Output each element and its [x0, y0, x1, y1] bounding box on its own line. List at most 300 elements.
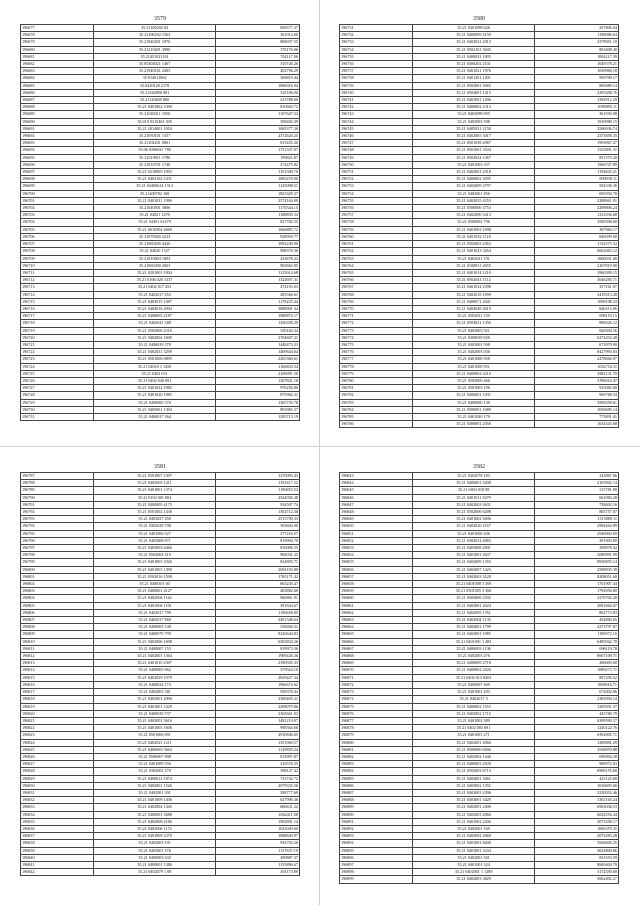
- serial-number-cell: 35.21 0401001 2637: [413, 552, 535, 559]
- record-id-cell: 196899: [340, 876, 413, 883]
- record-id-cell: 196776: [340, 349, 413, 356]
- serial-number-cell: 35.21 0400012 1874: [94, 775, 216, 782]
- record-id-cell: 196798: [21, 552, 94, 559]
- table-row: [21, 797, 300, 804]
- document-page: [339, 15, 619, 428]
- serial-number-cell: 35.0420120 2178: [94, 82, 216, 89]
- amount-cell: 851575.20: [535, 154, 619, 161]
- serial-number-cell: 35.21 0402001 2400: [413, 804, 535, 811]
- serial-number-cell: 35.21 0402001 1526: [94, 782, 216, 789]
- table-row: [21, 125, 300, 132]
- serial-number-cell: 35.21 0402020 2167: [413, 523, 535, 530]
- record-id-cell: 196788: [21, 480, 94, 487]
- record-id-cell: 196790: [21, 494, 94, 501]
- table-row: [21, 833, 300, 840]
- table-row: [340, 262, 619, 269]
- record-id-cell: 196716: [21, 305, 94, 312]
- amount-cell: 1004217.39: [535, 53, 619, 60]
- serial-number-cell: 35.21 0402001 3461: [413, 775, 535, 782]
- table-row: [21, 581, 300, 588]
- serial-number-cell: 35.21 0502003 2363: [413, 241, 535, 248]
- record-id-cell: 196800: [21, 566, 94, 573]
- table-row: [21, 559, 300, 566]
- serial-number-cell: 35.21 0400001 4127: [94, 588, 216, 595]
- serial-number-cell: 35.21 0400003 962: [94, 667, 216, 674]
- record-id-cell: 196703: [21, 212, 94, 219]
- record-id-cell: 196794: [21, 523, 94, 530]
- table-row: [340, 356, 619, 363]
- record-id-cell: 196796: [21, 537, 94, 544]
- amount-cell: 2544036.28: [216, 494, 300, 501]
- record-id-cell: 196723: [21, 356, 94, 363]
- amount-cell: 330164.34: [216, 327, 300, 334]
- amount-cell: 2574164.00: [216, 197, 300, 204]
- table-row: [340, 717, 619, 724]
- serial-number-cell: 35.21 0400003 5664: [94, 746, 216, 753]
- serial-number-cell: 35.21 0402017 799: [94, 609, 216, 616]
- table-row: [21, 82, 300, 89]
- serial-number-cell: 35.21 0100031 2655: [413, 262, 535, 269]
- amount-cell: 802773.83: [535, 609, 619, 616]
- serial-number-cell: 35.21 0401001 203: [413, 689, 535, 696]
- serial-number-cell: 35.21 04301 61479: [94, 219, 216, 226]
- amount-cell: 2208079.86: [216, 703, 300, 710]
- record-id-cell: 196769: [340, 298, 413, 305]
- amount-cell: 8930855.14: [535, 559, 619, 566]
- document-page: [20, 463, 300, 876]
- serial-number-cell: 35.21 0400005 148: [94, 624, 216, 631]
- record-id-cell: 196695: [21, 154, 94, 161]
- amount-cell: 6399590.37: [535, 717, 619, 724]
- serial-number-cell: 35.21060200 4426: [94, 241, 216, 248]
- amount-cell: 1409644.64: [216, 349, 300, 356]
- serial-number-cell: 35.21 0402003 036: [413, 349, 535, 356]
- table-row: [21, 161, 300, 168]
- record-id-cell: 196795: [21, 530, 94, 537]
- amount-cell: 969972.03: [535, 761, 619, 768]
- serial-number-cell: 35.21 0500001 1089: [413, 406, 535, 413]
- serial-number-cell: 35.21 04010 1 1450: [94, 363, 216, 370]
- table-row: [340, 725, 619, 732]
- amount-cell: 3046285.71: [535, 277, 619, 284]
- amount-cell: 661984.28: [535, 494, 619, 501]
- amount-cell: 984031.25: [216, 552, 300, 559]
- serial-number-cell: 35.21 0401002 3006: [413, 516, 535, 523]
- amount-cell: 1089895.11: [535, 104, 619, 111]
- amount-cell: 8208051.60: [535, 573, 619, 580]
- serial-number-cell: 35.21 0405001 1394: [94, 406, 216, 413]
- record-id-cell: 196711: [21, 269, 94, 276]
- serial-number-cell: 35.21 04020 1327: [94, 248, 216, 255]
- serial-number-cell: 35.21 0401020 179: [413, 413, 535, 420]
- record-id-cell: 196862: [340, 609, 413, 616]
- amount-cell: 3022800.86: [535, 847, 619, 854]
- amount-cell: 391634.67: [216, 602, 300, 609]
- table-row: [340, 861, 619, 868]
- table-row: [340, 660, 619, 667]
- table-row: [340, 530, 619, 537]
- amount-cell: 803408.40: [535, 46, 619, 53]
- amount-cell: 2081664.07: [535, 602, 619, 609]
- record-id-cell: 196748: [340, 147, 413, 154]
- record-id-cell: 196739: [340, 82, 413, 89]
- table-row: [21, 104, 300, 111]
- amount-cell: 6392005.71: [535, 732, 619, 739]
- table-row: [340, 277, 619, 284]
- serial-number-cell: 35.21100202 1563: [94, 32, 216, 39]
- record-id-cell: 196758: [340, 219, 413, 226]
- record-id-cell: 196897: [340, 861, 413, 868]
- record-id-cell: 196835: [21, 818, 94, 825]
- table-row: [340, 480, 619, 487]
- amount-cell: 1016695.66: [535, 782, 619, 789]
- table-row: [340, 487, 619, 494]
- table-row: [21, 226, 300, 233]
- table-row: [21, 183, 300, 190]
- table-row: [21, 313, 300, 320]
- record-id-cell: 196706: [21, 233, 94, 240]
- serial-number-cell: 35.21 0401003 357: [413, 161, 535, 168]
- record-id-cell: 196782: [340, 392, 413, 399]
- table-row: [340, 847, 619, 854]
- amount-cell: 696119.78: [535, 645, 619, 652]
- amount-cell: 2478666.97: [535, 356, 619, 363]
- serial-number-cell: 35.21 0502003 6713: [413, 768, 535, 775]
- table-row: [340, 161, 619, 168]
- table-row: [340, 876, 619, 883]
- table-row: [340, 523, 619, 530]
- serial-number-cell: 35.21 0210005 1093: [94, 169, 216, 176]
- record-id-cell: 196861: [340, 602, 413, 609]
- table-row: [21, 739, 300, 746]
- table-row: [21, 277, 300, 284]
- serial-number-cell: 35.21 0401011 3479: [413, 494, 535, 501]
- amount-cell: 1989426.36: [216, 653, 300, 660]
- serial-number-cell: 35.21040501 3806: [94, 205, 216, 212]
- record-id-cell: 196780: [340, 377, 413, 384]
- amount-cell: 1052754.11: [535, 363, 619, 370]
- table-row: [21, 89, 300, 96]
- record-id-cell: 196685: [21, 82, 94, 89]
- record-id-cell: 196726: [21, 377, 94, 384]
- table-row: [340, 53, 619, 60]
- serial-number-cell: 35.06 0396041 786: [94, 147, 216, 154]
- record-id-cell: 196778: [340, 363, 413, 370]
- amount-cell: 538484.31: [216, 624, 300, 631]
- record-id-cell: 196863: [340, 617, 413, 624]
- serial-number-cell: 35.21 0402 013 8263: [413, 674, 535, 681]
- table-row: [340, 233, 619, 240]
- serial-number-cell: 35.21 0402000 3413: [413, 212, 535, 219]
- table-row: [340, 617, 619, 624]
- record-id-cell: 196839: [21, 847, 94, 854]
- amount-cell: 819994.79: [216, 537, 300, 544]
- record-id-cell: 196883: [340, 761, 413, 768]
- record-id-cell: 196761: [340, 241, 413, 248]
- record-id-cell: 196870: [340, 667, 413, 674]
- serial-number-cell: 35.21 0503021 1356: [413, 320, 535, 327]
- serial-number-cell: 35.21 0402003 3829: [413, 876, 535, 883]
- record-id-cell: 196854: [340, 552, 413, 559]
- amount-cell: 1137637.19: [216, 847, 300, 854]
- table-row: [340, 219, 619, 226]
- table-row: [21, 516, 300, 523]
- table-row: [21, 473, 300, 480]
- serial-number-cell: 35.21 0401031 1986: [94, 197, 216, 204]
- record-id-cell: 196823: [21, 732, 94, 739]
- serial-number-cell: 35.21 0401862 2390: [94, 104, 216, 111]
- amount-cell: 820394.56: [535, 327, 619, 334]
- table-row: [21, 732, 300, 739]
- amount-cell: 1993967.27: [535, 140, 619, 147]
- record-id-cell: 196682: [21, 61, 94, 68]
- amount-cell: 1794956.80: [535, 588, 619, 595]
- amount-cell: 9226644.83: [216, 631, 300, 638]
- amount-cell: 2167819.90: [535, 262, 619, 269]
- serial-number-cell: 35.21 0402001 2518: [413, 169, 535, 176]
- serial-number-cell: 35.21 0401003 1399: [94, 566, 216, 573]
- table-row: [21, 133, 300, 140]
- serial-number-cell: 35.21 0402018 1099: [413, 291, 535, 298]
- record-id-cell: 196872: [340, 681, 413, 688]
- serial-number-cell: 35.21 0400029 707: [94, 710, 216, 717]
- serial-number-cell: 35.21 0502016 1598: [94, 573, 216, 580]
- record-id-cell: 196698: [21, 176, 94, 183]
- table-row: [21, 825, 300, 832]
- serial-number-cell: 35.21 0400000 370: [94, 399, 216, 406]
- record-id-cell: 196817: [21, 689, 94, 696]
- record-id-cell: 196852: [340, 537, 413, 544]
- table-row: [340, 645, 619, 652]
- table-row: [21, 746, 300, 753]
- record-id-cell: 196865: [340, 631, 413, 638]
- table-row: [21, 624, 300, 631]
- serial-number-cell: 35.21 0402008 2186: [94, 818, 216, 825]
- document-page: [20, 15, 300, 421]
- amount-cell: 1456358.29: [216, 320, 300, 327]
- serial-number-cell: 35.21 0402001 1985: [413, 631, 535, 638]
- record-id-cell: 196833: [21, 804, 94, 811]
- table-row: [21, 660, 300, 667]
- table-row: [21, 847, 300, 854]
- table-row: [21, 262, 300, 269]
- page-divider-vertical: [319, 0, 320, 905]
- amount-cell: 416576.55: [216, 761, 300, 768]
- serial-number-cell: 35.21 0401004 1101: [94, 602, 216, 609]
- table-row: [340, 269, 619, 276]
- amount-cell: 846313.06: [535, 305, 619, 312]
- record-id-cell: 196713: [21, 284, 94, 291]
- serial-number-cell: 35.21420806 081: [94, 89, 216, 96]
- serial-number-cell: 35.21 0400001 3208: [413, 480, 535, 487]
- serial-number-cell: 35.21060200 2603: [94, 262, 216, 269]
- table-row: [21, 753, 300, 760]
- serial-number-cell: 35.21 0402001 2066: [413, 739, 535, 746]
- table-row: [340, 516, 619, 523]
- amount-cell: 398127.42: [216, 768, 300, 775]
- record-id-cell: 196751: [340, 169, 413, 176]
- record-id-cell: 196715: [21, 298, 94, 305]
- serial-number-cell: 35.21 0500000 4753: [413, 205, 535, 212]
- record-id-cell: 196691: [21, 125, 94, 132]
- serial-number-cell: 35.21 0401032 1118: [413, 233, 535, 240]
- serial-number-cell: 35.21 0401003 1606: [94, 725, 216, 732]
- record-id-cell: 196710: [21, 262, 94, 269]
- amount-cell: 2385094.14: [535, 696, 619, 703]
- serial-number-cell: 35.21 0401001 1 483: [413, 638, 535, 645]
- record-id-cell: 196754: [340, 190, 413, 197]
- serial-number-cell: 35.21 0401009 2370: [94, 833, 216, 840]
- table-row: [340, 746, 619, 753]
- table-row: [21, 176, 300, 183]
- serial-number-cell: 35.21 0401001 324: [413, 861, 535, 868]
- serial-number-cell: 35.21 0403021 2013: [413, 39, 535, 46]
- table-row: [340, 545, 619, 552]
- table-row: [340, 284, 619, 291]
- record-id-cell: 196824: [21, 739, 94, 746]
- amount-cell: 3172550.00: [535, 869, 619, 876]
- table-row: [21, 413, 300, 420]
- record-id-cell: 196759: [340, 226, 413, 233]
- record-id-cell: 196815: [21, 674, 94, 681]
- table-row: [340, 494, 619, 501]
- record-id-cell: 196752: [340, 176, 413, 183]
- record-id-cell: 196787: [21, 473, 94, 480]
- amount-cell: 1966707.89: [535, 161, 619, 168]
- record-id-cell: 196849: [340, 516, 413, 523]
- record-id-cell: 196766: [340, 277, 413, 284]
- table-row: [21, 363, 300, 370]
- table-row: [340, 154, 619, 161]
- serial-number-cell: 35.21 0403 018 98: [413, 487, 535, 494]
- amount-cell: 1207841.18: [216, 377, 300, 384]
- record-id-cell: 196708: [21, 248, 94, 255]
- record-id-cell: 196821: [21, 717, 94, 724]
- amount-cell: 291903.00: [535, 537, 619, 544]
- table-row: [21, 25, 300, 32]
- serial-number-cell: 35.21 0402003 2066: [413, 811, 535, 818]
- serial-number-cell: 35.014011062: [94, 75, 216, 82]
- table-row: [340, 212, 619, 219]
- serial-number-cell: 35.010 0315461 305: [94, 118, 216, 125]
- amount-cell: 690994.28: [535, 753, 619, 760]
- amount-cell: 402796.29: [216, 68, 300, 75]
- amount-cell: 1089273.71: [535, 667, 619, 674]
- record-id-cell: 196736: [340, 61, 413, 68]
- table-row: [340, 334, 619, 341]
- table-row: [340, 869, 619, 876]
- serial-number-cell: 35.21 0402001 1799: [413, 624, 535, 631]
- serial-number-cell: 35.21940201 1876: [94, 39, 216, 46]
- table-row: [21, 775, 300, 782]
- serial-number-cell: 35.21 0501001 3544: [413, 147, 535, 154]
- record-id-cell: 196741: [340, 97, 413, 104]
- table-row: [21, 552, 300, 559]
- table-row: [340, 68, 619, 75]
- table-row: [340, 421, 619, 428]
- amount-cell: 445780.79: [535, 710, 619, 717]
- table-row: [340, 205, 619, 212]
- record-id-cell: 196848: [340, 509, 413, 516]
- record-id-cell: 196860: [340, 595, 413, 602]
- table-row: [340, 833, 619, 840]
- amount-cell: 4373797.87: [535, 624, 619, 631]
- table-row: [340, 255, 619, 262]
- record-id-cell: 196825: [21, 746, 94, 753]
- amount-cell: 1270093.43: [216, 473, 300, 480]
- amount-cell: 2829427.34: [216, 674, 300, 681]
- amount-cell: 813435.26: [216, 140, 300, 147]
- amount-cell: 1751337.07: [216, 147, 300, 154]
- serial-number-cell: 35.21 0610304 2669: [94, 226, 216, 233]
- serial-number-cell: 35.21 2014001 1054: [94, 125, 216, 132]
- serial-number-cell: 35.21 0400000 130: [413, 399, 535, 406]
- record-id-cell: 196681: [21, 53, 94, 60]
- table-row: [21, 154, 300, 161]
- serial-number-cell: 35.21 0502101 3045: [413, 46, 535, 53]
- table-row: [340, 327, 619, 334]
- record-id-cell: 196701: [21, 197, 94, 204]
- table-row: [21, 320, 300, 327]
- amount-cell: 672002.86: [535, 689, 619, 696]
- serial-number-cell: 35.21 0501006 091: [94, 732, 216, 739]
- serial-number-cell: 35.21 0402001 169: [413, 825, 535, 832]
- amount-cell: 6022556.44: [535, 811, 619, 818]
- record-id-cell: 196678: [21, 32, 94, 39]
- amount-cell: 816006.55: [216, 545, 300, 552]
- record-id-cell: 196886: [340, 782, 413, 789]
- amount-cell: 2165902.14: [535, 480, 619, 487]
- amount-cell: 504336.36: [535, 183, 619, 190]
- serial-number-cell: 35.21 0401000 958: [413, 356, 535, 363]
- amount-cell: 2390945.33: [216, 660, 300, 667]
- serial-number-cell: 35.21 0402001 5616: [94, 717, 216, 724]
- amount-cell: 1107647.34: [216, 111, 300, 118]
- serial-number-cell: 35.21 0402003 191: [94, 840, 216, 847]
- table-row: [21, 854, 300, 861]
- amount-cell: 274475.82: [216, 161, 300, 168]
- serial-number-cell: 35.21 0302014 4083: [413, 537, 535, 544]
- serial-number-cell: 35.21 0402007 1423: [413, 566, 535, 573]
- record-id-cell: 196804: [21, 595, 94, 602]
- amount-cell: 893983.37: [216, 406, 300, 413]
- serial-number-cell: 35.21 0300039 920: [413, 334, 535, 341]
- serial-number-cell: 35.21040411 1056: [94, 111, 216, 118]
- table-row: [340, 118, 619, 125]
- serial-number-cell: 35.21 0402017 453: [94, 291, 216, 298]
- table-row: [340, 377, 619, 384]
- table-row: [21, 140, 300, 147]
- table-row: [340, 581, 619, 588]
- record-id-cell: 196811: [21, 645, 94, 652]
- serial-number-cell: 35.21 0502004 410: [94, 552, 216, 559]
- table-row: [21, 356, 300, 363]
- amount-cell: 738402.16: [535, 501, 619, 508]
- amount-cell: 863230.47: [216, 581, 300, 588]
- amount-cell: 474193.63: [216, 284, 300, 291]
- table-row: [21, 811, 300, 818]
- table-row: [21, 349, 300, 356]
- table-row: [21, 681, 300, 688]
- record-id-cell: 196760: [340, 233, 413, 240]
- table-row: [21, 327, 300, 334]
- amount-cell: 2515790.33: [216, 516, 300, 523]
- amount-cell: 1902891.14: [216, 818, 300, 825]
- amount-cell: 1240122.76: [535, 725, 619, 732]
- amount-cell: 379924.10: [216, 667, 300, 674]
- record-id-cell: 196840: [21, 854, 94, 861]
- table-row: [340, 406, 619, 413]
